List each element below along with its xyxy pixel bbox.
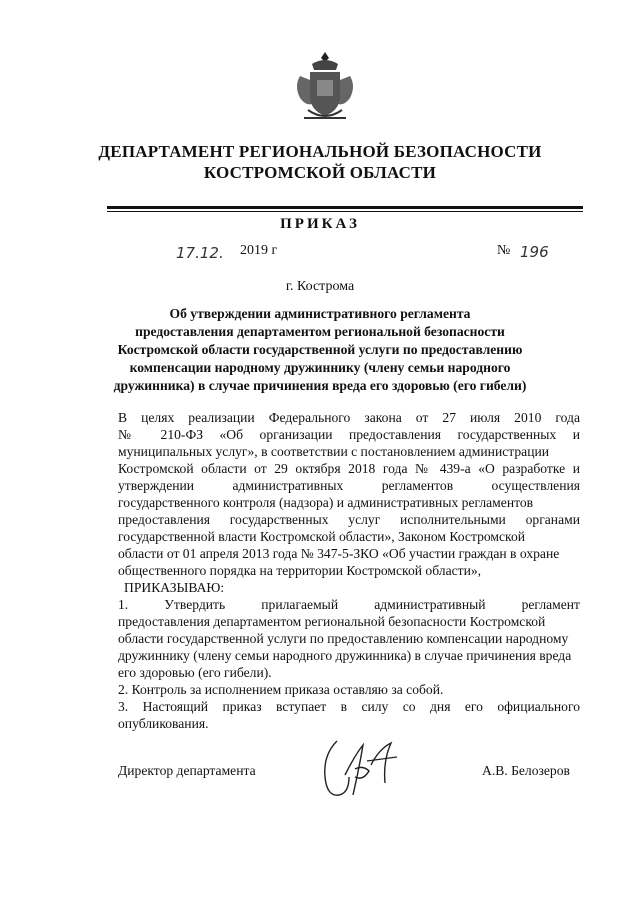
body-line: его здоровью (его гибели). (118, 665, 272, 680)
body-line: общественного порядка на территории Костромской области», (118, 563, 482, 578)
handwritten-signature (315, 735, 405, 803)
title-line: компенсации народному дружиннику (члену семьи народного (129, 360, 511, 375)
department-line-1: ДЕПАРТАМЕНТ РЕГИОНАЛЬНОЙ БЕЗОПАСНОСТИ (98, 142, 542, 161)
body-line: государственного контроля (надзора) и административных регламентов (118, 495, 534, 510)
body-line: В целях реализации Федерального закона от 27 июля 2010 года (118, 410, 580, 425)
body-line: опубликования. (118, 716, 209, 731)
body-line: № 210-ФЗ «Об организации предоставления государственных и (118, 427, 580, 442)
body-line: муниципальных услуг», в соответствии с постановлением администрации (118, 444, 550, 459)
header-rule-thick (107, 206, 583, 209)
body-line: 2. Контроль за исполнением приказа оставляю за собой. (118, 682, 444, 697)
body-line: области государственной услуги по предоставлению компенсации народному (118, 631, 569, 646)
title-line: предоставления департаментом региональной безопасности (135, 324, 505, 339)
body-line: утверждении административных регламентов осуществления (118, 478, 580, 493)
header-rule-thin (107, 211, 583, 212)
body-line: государственной власти Костромской области», Законом Костромской (118, 529, 526, 544)
number-label: № (497, 243, 511, 258)
date-handwritten: 17.12. (176, 244, 224, 262)
body-line: дружиннику (члену семьи народного дружинника) в случае причинения вреда (118, 648, 572, 663)
document-title (100, 305, 540, 395)
body-line: предоставления государственных услуг исполнительными органами (118, 512, 580, 527)
body-line: области от 01 апреля 2013 года № 347-5-ЗКО «Об участии граждан в охране (118, 546, 560, 561)
signatory-name: А.В. Белозеров (482, 763, 570, 778)
title-line: дружинника) в случае причинения вреда его здоровью (его гибели) (113, 378, 527, 393)
signatory-position: Директор департамента (118, 763, 256, 778)
department-line-2: КОСТРОМСКОЙ ОБЛАСТИ (203, 163, 437, 182)
body-line: 1. Утвердить прилагаемый административный регламент (118, 597, 580, 612)
title-line: Костромской области государственной услуги по предоставлению (117, 342, 523, 357)
body-line: 3. Настоящий приказ вступает в силу со дня его официального (118, 699, 580, 714)
coat-of-arms-icon (290, 48, 360, 128)
doc-type: ПРИКАЗ (280, 216, 360, 232)
date-year: 2019 г (240, 243, 278, 258)
body-line: ПРИКАЗЫВАЮ: (124, 580, 225, 595)
body-line: Костромской области от 29 октября 2018 года № 439-а «О разработке и (118, 461, 580, 476)
title-line: Об утверждении административного регламента (169, 306, 471, 321)
number-handwritten: 196 (520, 243, 549, 261)
body-line: предоставления департаментом региональной безопасности Костромской (118, 614, 546, 629)
city: г. Кострома (285, 279, 355, 294)
